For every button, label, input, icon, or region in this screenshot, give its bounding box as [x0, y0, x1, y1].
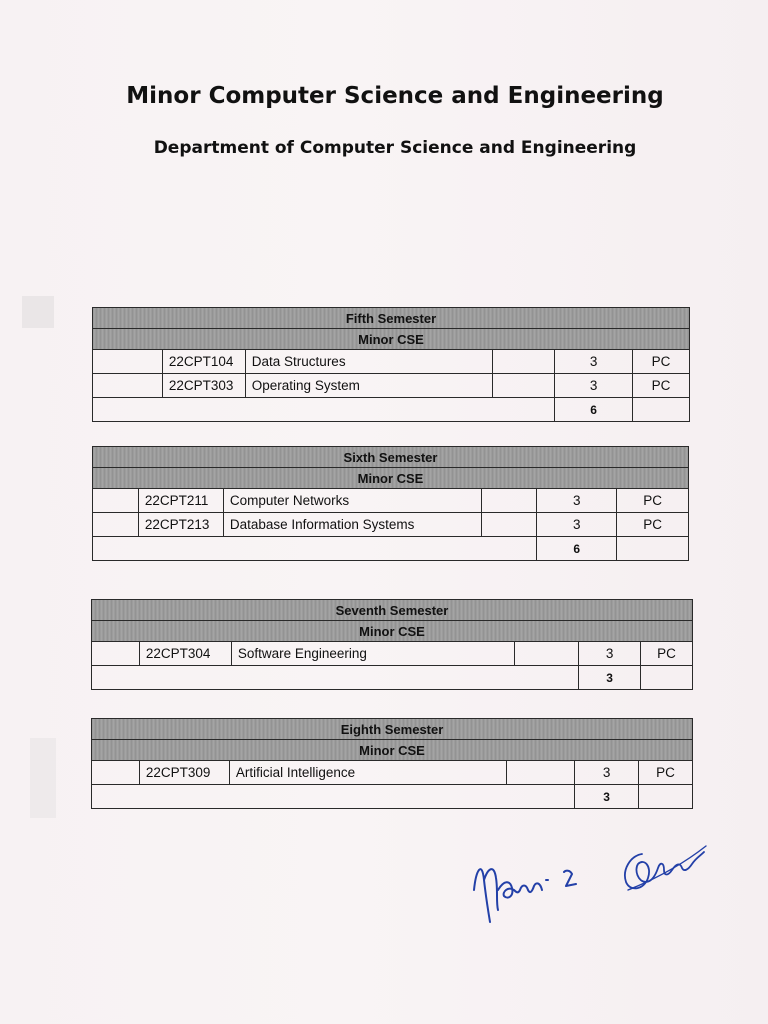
table-row: [93, 350, 690, 374]
table-row: [93, 374, 690, 398]
course-title: Operating System: [245, 374, 493, 398]
course-code: 22CPT303: [162, 374, 245, 398]
semester-group: Minor CSE: [92, 740, 693, 761]
total-row: [93, 537, 689, 561]
course-code: 22CPT309: [139, 761, 229, 785]
course-category: PC: [641, 642, 693, 666]
semester-name: Seventh Semester: [92, 600, 693, 621]
total-row: [92, 666, 693, 690]
table-row: [92, 761, 693, 785]
course-category: PC: [617, 489, 689, 513]
semester-table-fifth: [92, 307, 690, 422]
total-row: [93, 398, 690, 422]
total-row: [92, 785, 693, 809]
course-code: 22CPT304: [139, 642, 231, 666]
course-credits: 3: [579, 642, 641, 666]
course-title: Database Information Systems: [223, 513, 481, 537]
course-credits: 3: [555, 374, 633, 398]
course-code: 22CPT213: [138, 513, 223, 537]
course-credits: 3: [575, 761, 639, 785]
semester-table-eighth: [91, 718, 693, 809]
total-credits: 6: [555, 398, 633, 422]
course-title: Data Structures: [245, 350, 493, 374]
semester-table-sixth: [92, 446, 689, 561]
total-credits: 3: [575, 785, 639, 809]
semester-name: Sixth Semester: [93, 447, 689, 468]
scan-artifact: [30, 738, 56, 818]
semester-group: Minor CSE: [92, 621, 693, 642]
semester-name: Fifth Semester: [93, 308, 690, 329]
table-row: [93, 489, 689, 513]
course-category: PC: [639, 761, 693, 785]
page-title: Minor Computer Science and Engineering: [126, 83, 664, 109]
course-category: PC: [617, 513, 689, 537]
course-code: 22CPT104: [162, 350, 245, 374]
semester-name: Eighth Semester: [92, 719, 693, 740]
course-code: 22CPT211: [138, 489, 223, 513]
course-title: Software Engineering: [231, 642, 515, 666]
semester-table-seventh: [91, 599, 693, 690]
course-credits: 3: [537, 489, 617, 513]
table-row: [93, 513, 689, 537]
scan-artifact: [22, 296, 54, 328]
table-row: [92, 642, 693, 666]
page-subtitle: Department of Computer Science and Engineering: [153, 138, 637, 158]
total-credits: 3: [579, 666, 641, 690]
semester-group: Minor CSE: [93, 468, 689, 489]
signature-left: [468, 850, 603, 930]
course-credits: 3: [555, 350, 633, 374]
course-credits: 3: [537, 513, 617, 537]
semester-group: Minor CSE: [93, 329, 690, 350]
total-credits: 6: [537, 537, 617, 561]
course-title: Computer Networks: [223, 489, 481, 513]
signature-right: [618, 838, 710, 900]
course-title: Artificial Intelligence: [229, 761, 507, 785]
course-category: PC: [633, 374, 690, 398]
course-category: PC: [633, 350, 690, 374]
